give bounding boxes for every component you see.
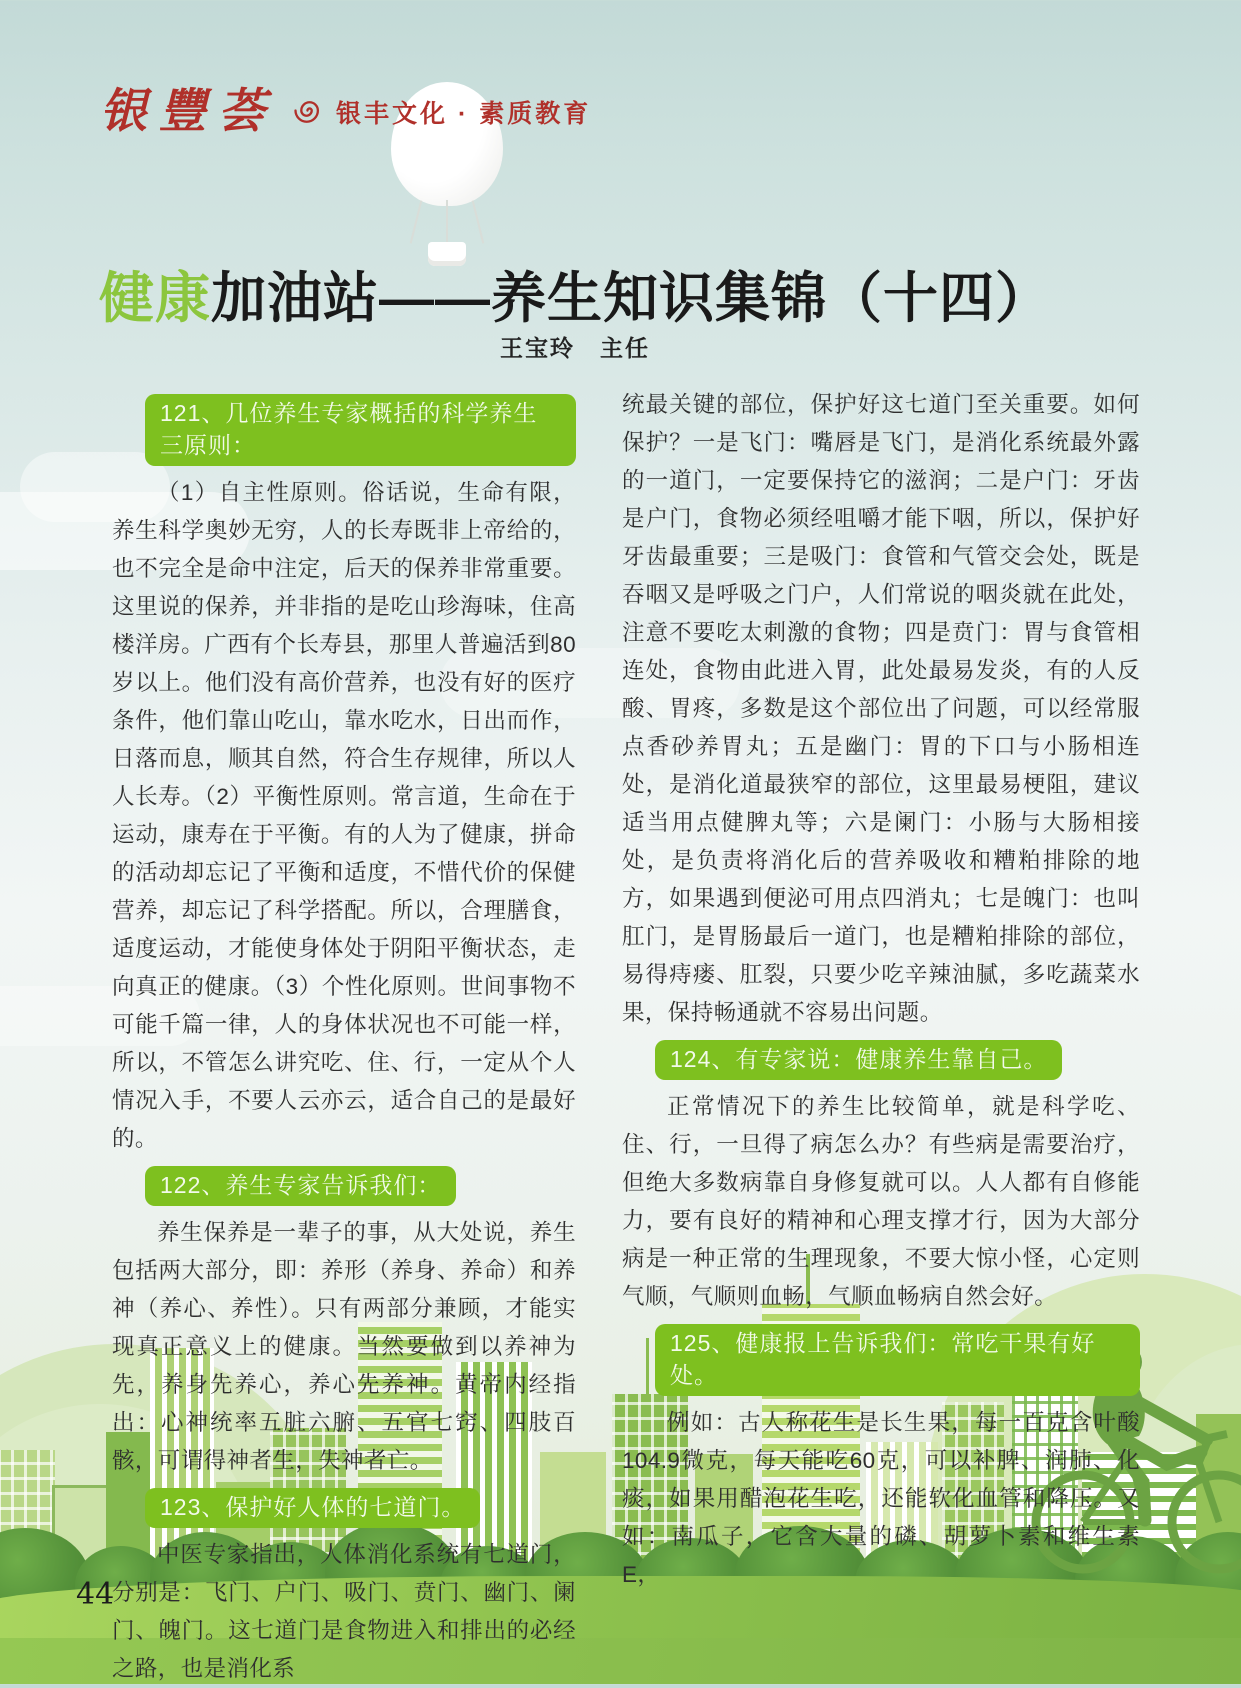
page-number: 44 [76,1577,115,1612]
section-header-121: 121、几位养生专家概括的科学养生三原则： [145,394,576,466]
section-header-124: 124、有专家说：健康养生靠自己。 [655,1040,1062,1080]
section-header-125: 125、健康报上告诉我们：常吃干果有好处。 [655,1324,1140,1396]
paragraph: 例如：古人称花生是长生果，每一百克含叶酸104.9微克，每天能吃60克，可以补脾、润肺、化痰，如果用醋泡花生吃，还能软化血管和降压。又如：南瓜子，它含大量的磷、胡萝卜素和维生素E， [622,1410,1140,1587]
swirl-icon [293,98,320,125]
left-column [112,386,576,1688]
paragraph: 统最关键的部位，保护好这七道门至关重要。如何保护？一是飞门：嘴唇是飞门，是消化系统最外露的一道门，一定要保持它的滋润；二是户门：牙齿是户门，食物必须经咀嚼才能下咽，所以，保护好牙齿最重要；三是吸门：食管和气管交会处，既是吞咽又是呼吸之门户，人们常说的咽炎就在此处，注意不要吃太刺激的食物；四是贲门：胃与食管相连处，食物由此进入胃，此处最易发炎，有的人反酸、胃疼，多数是这个部位出了问题，可以经常服点香砂养胃丸；五是幽门：胃的下口与小肠相连处，是消化道最狭窄的部位，这里最易梗阻，建议适当用点健脾丸等；六是阑门：小肠与大肠相接处，是负责将消化后的营养吸收和糟粕排除的地方，如果遇到便泌可用点四消丸；七是魄门：也叫肛门，是胃肠最后一道门，也是糟粕排除的部位，易得痔瘘、肛裂，只要少吃辛辣油腻，多吃蔬菜水果，保持畅通就不容易出问题。 [622,392,1140,1025]
section-header-123: 123、保护好人体的七道门。 [145,1488,480,1528]
magazine-logo: 银豐荟 [100,84,277,139]
title-rest: 加油站——养生知识集锦（十四） [211,267,1052,329]
paragraph: （1）自主性原则。俗话说，生命有限，养生科学奥妙无穷，人的长寿既非上帝给的，也不完全是命中注定，后天的保养非常重要。这里说的保养，并非指的是吃山珍海味，住高楼洋房。广西有个长寿县，那里人普遍活到80岁以上。他们没有高价营养，也没有好的医疗条件，他们靠山吃山，靠水吃水，日出而作，日落而息，顺其自然，符合生存规律，所以人人长寿。（2）平衡性原则。常言道，生命在于运动，康寿在于平衡。有的人为了健康，拼命的活动却忘记了平衡和适度，不惜代价的保健营养，却忘记了科学搭配。所以，合理膳食，适度运动，才能使身体处于阴阳平衡状态，走向真正的健康。（3）个性化原则。世间事物不可能千篇一律，人的身体状况也不可能一样，所以，不管怎么讲究吃、住、行，一定从个人情况入手，不要人云亦云，适合自己的是最好的。 [112,480,576,1151]
paragraph: 养生保养是一辈子的事，从大处说，养生包括两大部分，即：养形（养身、养命）和养神（养心、养性）。只有两部分兼顾，才能实现真正意义上的健康。当然要做到以养神为先，养身先养心，养心先养神。黄帝内经指出：心神统率五脏六腑、五官七窍、四肢百骸，可谓得神者生，失神者亡。 [112,1220,576,1473]
article-columns [112,386,1140,1688]
magazine-tagline: 银丰文化 · 素质教育 [336,99,592,128]
paragraph: 中医专家指出，人体消化系统有七道门，分别是：飞门、户门、吸门、贲门、幽门、阑门、魄门。这七道门是食物进入和排出的必经之路，也是消化系 [112,1542,576,1681]
paragraph: 正常情况下的养生比较简单，就是科学吃、住、行，一旦得了病怎么办？有些病是需要治疗，但绝大多数病靠自身修复就可以。人人都有自修能力，要有良好的精神和心理支撑才行，因为大部分病是一种正常的生理现象，不要大惊小怪，心定则气顺，气顺则血畅，气顺血畅病自然会好。 [622,1094,1140,1309]
byline: 王宝玲 主任 [500,335,650,361]
masthead [100,84,592,139]
title-highlight: 健康 [98,267,211,329]
right-column [622,386,1140,1688]
page-title [0,254,1150,333]
section-header-122: 122、养生专家告诉我们： [145,1166,456,1206]
